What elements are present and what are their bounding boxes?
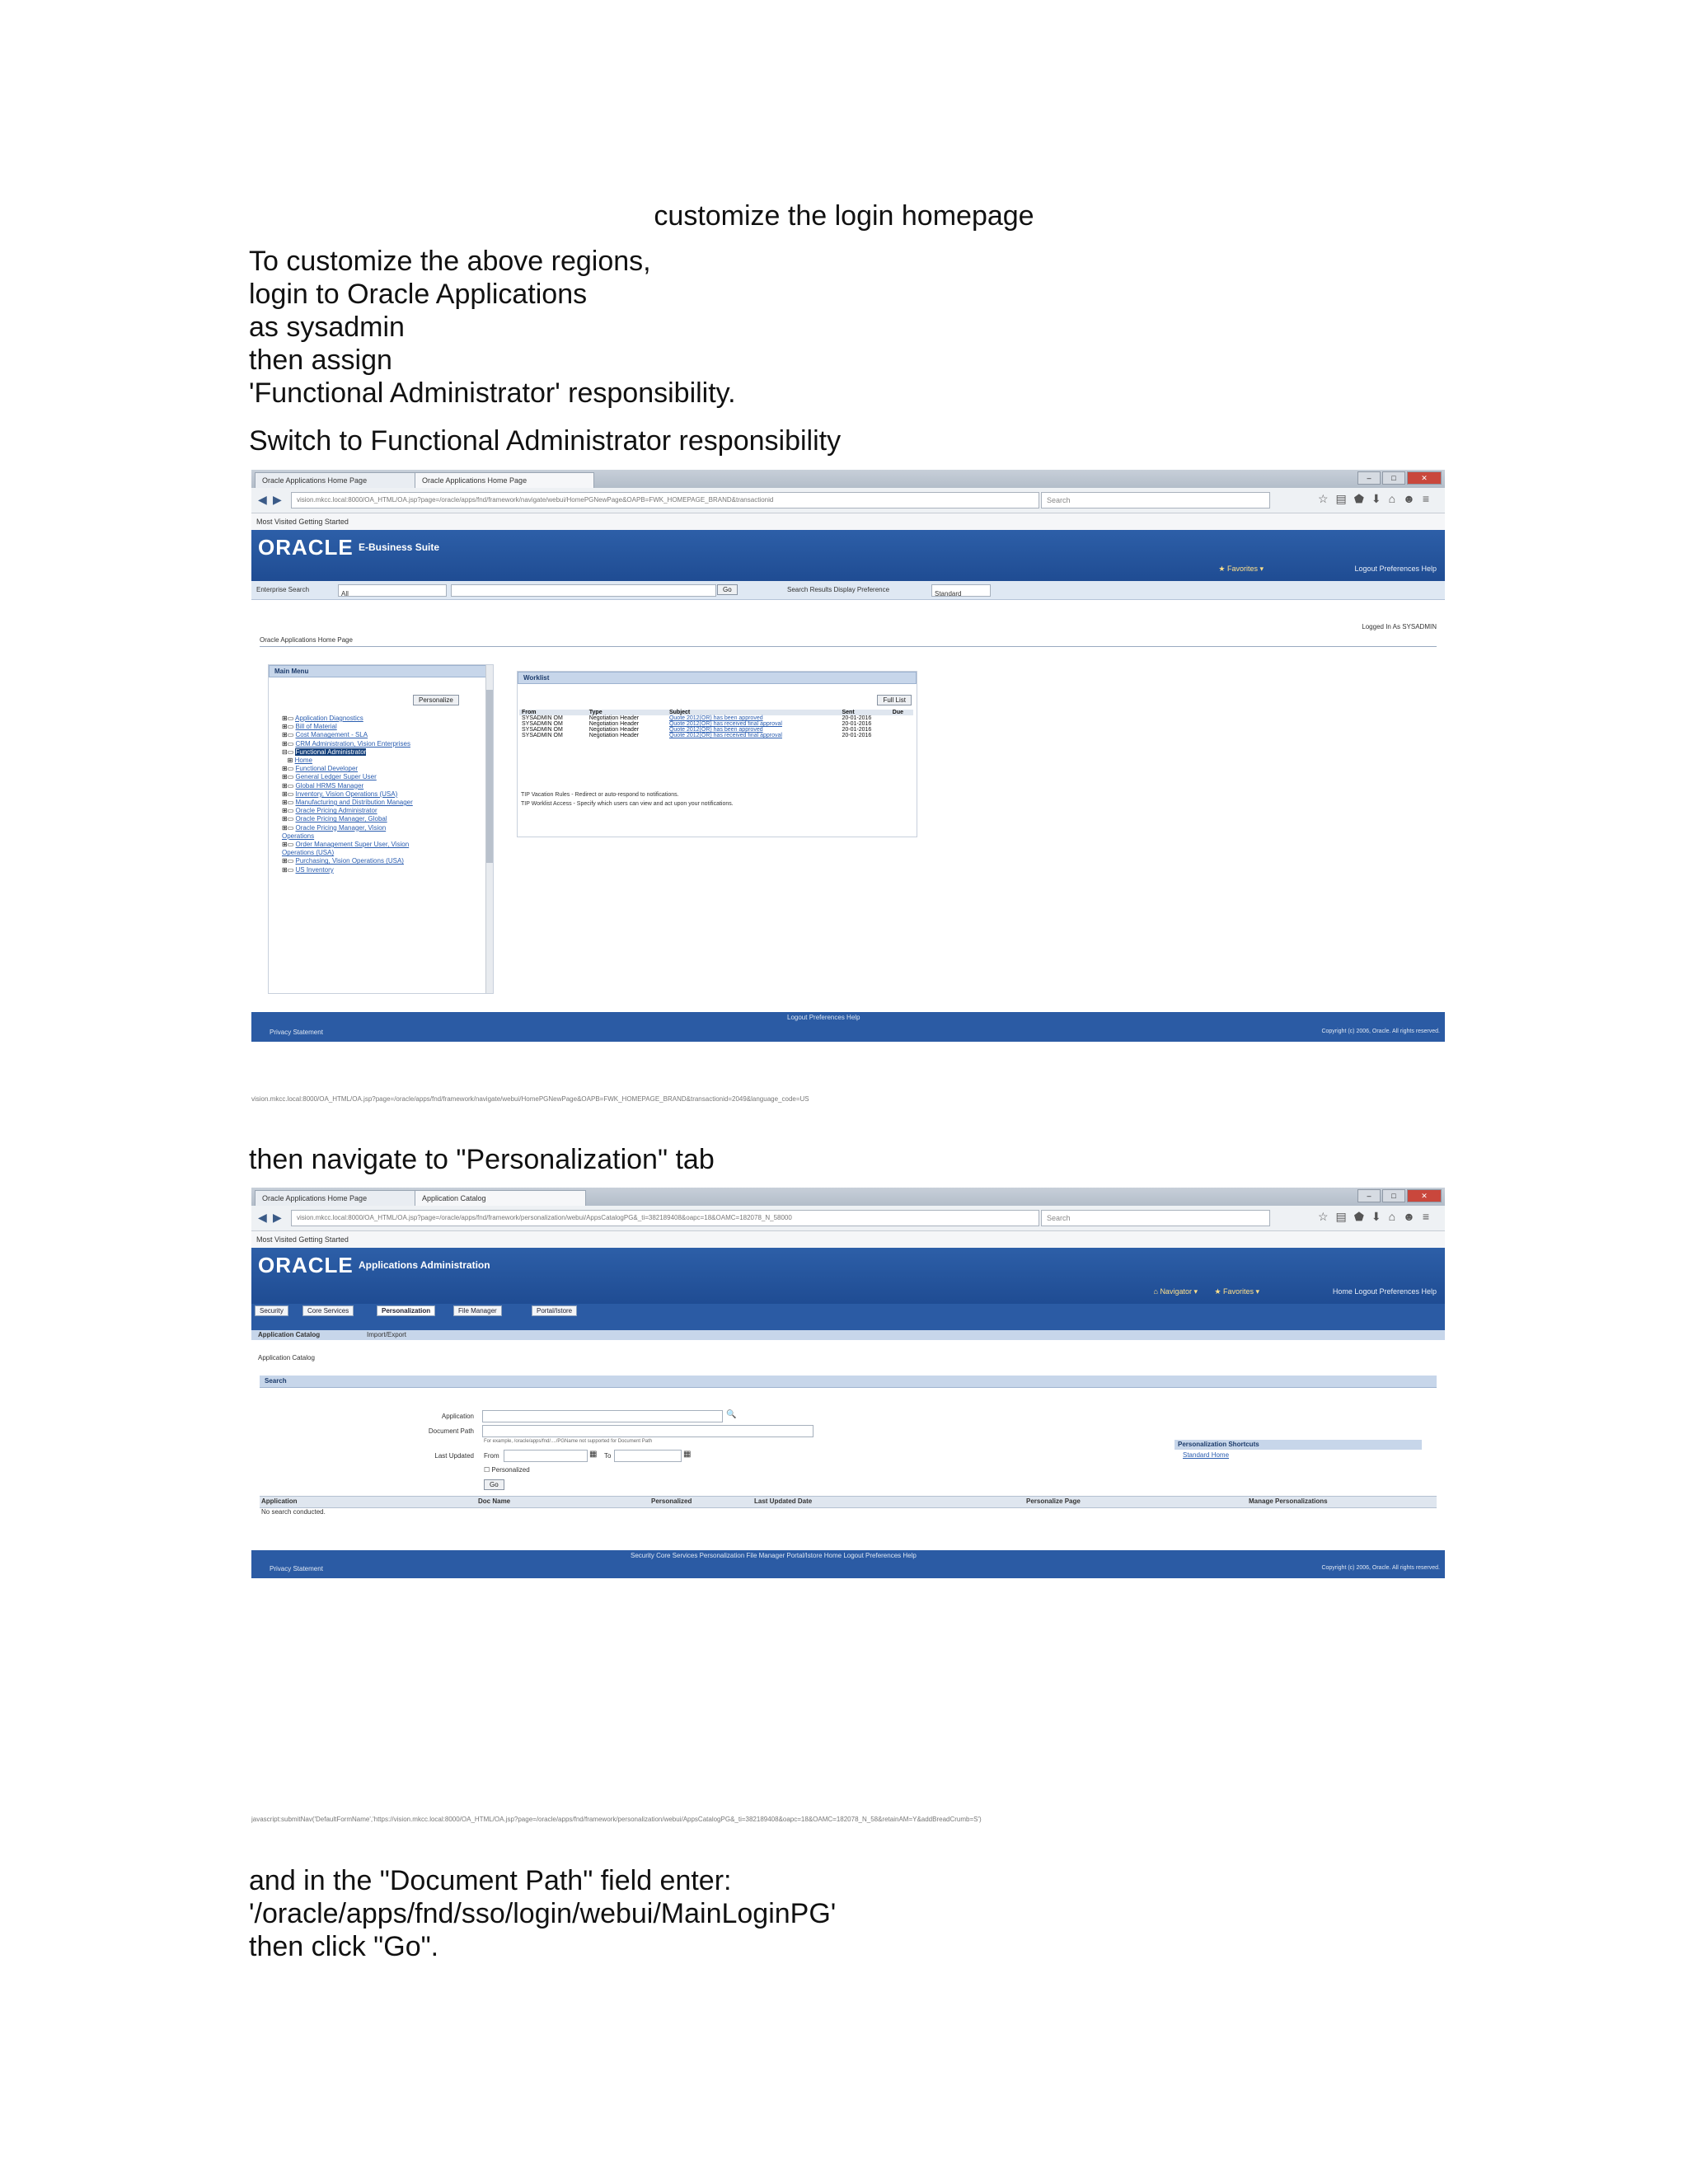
browser-tab[interactable]: Oracle Applications Home Page (255, 1190, 426, 1207)
menu-item[interactable]: ⊞▭ Manufacturing and Distribution Manager (282, 799, 413, 807)
tip-worklist-access[interactable]: TIP Worklist Access - Specify which users can view and act upon your notifications. (521, 801, 734, 807)
forward-icon[interactable]: ▶ (273, 1211, 282, 1224)
status-bar-url: javascript:submitNav('DefaultFormName','https://vision.mkcc.local:8000/OA_HTML/OA.jsp?page=/oracle/apps/fnd/framework/personalization/webui/AppsCatalogPG&_ti=382189408&oapc=18&OAMC=182078_N_58&retainAM=Y&addBreadCrumb=S') (251, 1816, 982, 1823)
subtab-import-export[interactable]: Import/Export (367, 1331, 407, 1338)
window-controls (1357, 471, 1442, 485)
favorites-menu[interactable]: ★ Favorites ▾ (1218, 565, 1264, 573)
oracle-header (251, 530, 1445, 581)
subtab-application-catalog[interactable]: Application Catalog (258, 1331, 321, 1338)
enterprise-search-label: Enterprise Search (256, 586, 310, 593)
table-header-row (519, 710, 913, 715)
no-results-message: No search conducted. (261, 1508, 326, 1516)
bookmarks-bar[interactable]: Most Visited Getting Started (251, 513, 1445, 530)
footer-links[interactable]: Security Core Services Personalization File Manager Portal/Istore Home Logout Preferences Help (631, 1552, 917, 1559)
footer-bar (251, 1550, 1445, 1578)
results-header-row (260, 1496, 1437, 1508)
privacy-link[interactable]: Privacy Statement (270, 1565, 323, 1572)
column-header[interactable]: Last Updated Date (754, 1497, 813, 1505)
back-icon[interactable]: ◀ (258, 1211, 267, 1224)
menu-item[interactable]: ⊞▭ Application Diagnostics (282, 715, 363, 722)
worklist-title: Worklist (518, 672, 917, 684)
column-header[interactable]: Subject (668, 710, 691, 715)
menu-item[interactable]: ⊞▭ Functional Developer (282, 765, 359, 773)
breadcrumb[interactable]: Oracle Applications Home Page (260, 636, 353, 644)
close-icon[interactable]: ✕ (1407, 471, 1442, 485)
document-title: customize the login homepage (654, 200, 1034, 232)
intro-line: then assign (249, 344, 392, 376)
column-header[interactable]: From (522, 710, 537, 715)
menu-item[interactable]: ⊞▭ US Inventory (282, 865, 334, 874)
main-menu-panel (268, 664, 494, 994)
tab-personalization[interactable]: Personalization (377, 1305, 435, 1316)
tab-core-services[interactable]: Core Services (302, 1305, 354, 1316)
menu-item[interactable]: ⊞▭ Purchasing, Vision Operations (USA) (282, 857, 404, 865)
browser-toolbar-icons[interactable]: ☆▤⬟⬇⌂☻≡ (1317, 492, 1437, 505)
notification-link[interactable]: Quote 2012(OR) has been approved (668, 727, 763, 733)
table-row: SYSADMIN OM Negotiation Header Quote 2012(OR) has received final approval 20-01-2016 (522, 733, 872, 738)
product-name: Applications Administration (359, 1259, 490, 1271)
table-row: SYSADMIN OM Negotiation Header Quote 2012(OR) has received final approval 20-01-2016 (522, 721, 872, 727)
minimize-icon[interactable]: – (1357, 1189, 1381, 1202)
browser-tab-active[interactable]: Application Catalog (415, 1190, 586, 1207)
browser-tab[interactable]: Oracle Applications Home Page (255, 472, 426, 489)
switch-instruction: Switch to Functional Administrator responsibility (249, 425, 842, 457)
menu-item[interactable]: ⊞▭ Bill of Material (282, 723, 337, 731)
document-path-hint: For example, /oracle/apps/fnd/..../PGName not supported for Document Path (484, 1439, 653, 1444)
column-header[interactable]: Doc Name (478, 1497, 511, 1505)
application-label: Application (441, 1413, 474, 1420)
column-header[interactable]: Personalized (651, 1497, 692, 1505)
menu-item[interactable]: Operations (282, 832, 315, 840)
tab-file-manager[interactable]: File Manager (453, 1305, 502, 1316)
from-date-input[interactable] (504, 1450, 588, 1462)
main-menu-title: Main Menu (269, 665, 493, 677)
intro-line: as sysadmin (249, 312, 405, 343)
app-tab-bar (251, 1304, 1445, 1330)
intro-line: login to Oracle Applications (249, 279, 588, 310)
window-controls (1357, 1189, 1442, 1202)
personalized-checkbox[interactable]: ☐ Personalized (484, 1466, 530, 1474)
from-label: From (484, 1452, 499, 1460)
tab-portal-istore[interactable]: Portal/Istore (532, 1305, 577, 1316)
worklist-panel (517, 671, 917, 837)
menu-item[interactable]: ⊞▭ General Ledger Super User (282, 773, 377, 781)
global-links[interactable]: Home Logout Preferences Help (1332, 1287, 1437, 1296)
enterprise-search-input[interactable] (451, 584, 716, 597)
results-pref-select[interactable]: Standard (931, 584, 991, 597)
footer-bar (251, 1012, 1445, 1042)
worklist-table (519, 710, 913, 738)
screenshot-application-catalog (251, 1188, 1445, 1578)
browser-search-input[interactable]: Search (1041, 492, 1270, 509)
results-pref-label: Search Results Display Preference (787, 586, 890, 593)
maximize-icon[interactable]: □ (1382, 1189, 1405, 1202)
url-bar[interactable]: vision.mkcc.local:8000/OA_HTML/OA.jsp?page=/oracle/apps/fnd/framework/navigate/webui/HomePGNewPage&OAPB=FWK_HOMEPAGE_BRAND&transactionid (291, 492, 1039, 509)
personalize-button[interactable]: Personalize (413, 695, 459, 705)
column-header[interactable]: Manage Personalizations (1249, 1497, 1328, 1505)
url-bar[interactable]: vision.mkcc.local:8000/OA_HTML/OA.jsp?page=/oracle/apps/fnd/framework/personalization/webui/AppsCatalogPG&_ti=382189408&oapc=18&OAMC=182078_N_58000 (291, 1210, 1039, 1226)
final-instructions (249, 1864, 836, 1963)
subtab-bar (251, 1330, 1445, 1340)
table-row: SYSADMIN OM Negotiation Header Quote 2012(OR) has been approved 20-01-2016 (522, 715, 872, 721)
document-path-input[interactable] (482, 1425, 814, 1437)
calendar-icon[interactable]: ▦ (589, 1450, 598, 1459)
menu-item[interactable]: Operations (USA) (282, 849, 335, 857)
instruction-line: and in the "Document Path" field enter: (249, 1865, 732, 1896)
intro-line: To customize the above regions, (249, 246, 651, 277)
menu-tree (282, 715, 480, 874)
browser-nav-bar (251, 1206, 1445, 1231)
menu-item[interactable]: ⊞▭ Cost Management - SLA (282, 731, 368, 739)
column-header[interactable]: Application (261, 1497, 298, 1505)
standard-home-link[interactable]: Standard Home (1183, 1451, 1230, 1459)
star-icon: ★ (1218, 565, 1227, 573)
to-label: To (604, 1452, 612, 1460)
copyright: Copyright (c) 2006, Oracle. All rights reserved. (1321, 1565, 1440, 1571)
tip-vacation-rules[interactable]: TIP Vacation Rules - Redirect or auto-respond to notifications. (521, 792, 679, 798)
menu-scrollbar[interactable] (485, 665, 493, 993)
copyright: Copyright (c) 2006, Oracle. All rights reserved. (1321, 1029, 1440, 1034)
menu-item[interactable]: ⊞▭ Global HRMS Manager (282, 781, 364, 790)
footer-links[interactable]: Logout Preferences Help (787, 1014, 860, 1021)
scrollbar-thumb[interactable] (486, 690, 493, 863)
column-header[interactable]: Due (892, 710, 904, 715)
enterprise-search-bar (251, 581, 1445, 600)
oracle-logo: ORACLE (258, 535, 354, 560)
navigator-menu[interactable]: ⌂ Navigator ▾ (1153, 1287, 1198, 1296)
browser-search-input[interactable]: Search (1041, 1210, 1270, 1226)
product-name: E-Business Suite (359, 541, 440, 553)
browser-tab-bar (251, 470, 1445, 488)
search-header: Search (260, 1376, 1437, 1388)
global-links[interactable]: Logout Preferences Help (1354, 565, 1437, 573)
breadcrumb[interactable]: Application Catalog (258, 1354, 315, 1361)
document-path-label: Document Path (428, 1427, 474, 1435)
intro-line: 'Functional Administrator' responsibility. (249, 377, 736, 409)
privacy-link[interactable]: Privacy Statement (270, 1029, 323, 1036)
instruction-line: '/oracle/apps/fnd/sso/login/webui/MainLoginPG' (249, 1898, 837, 1929)
home-icon: ⌂ (1153, 1287, 1160, 1296)
minimize-icon[interactable]: – (1357, 471, 1381, 485)
search-go-button[interactable]: Go (717, 584, 738, 595)
bookmarks-bar[interactable]: Most Visited Getting Started (251, 1231, 1445, 1248)
forward-icon[interactable]: ▶ (273, 493, 282, 506)
maximize-icon[interactable]: □ (1382, 471, 1405, 485)
column-header[interactable]: Sent (842, 710, 855, 715)
search-icon[interactable]: 🔍 (726, 1410, 737, 1419)
instruction-line: then click "Go". (249, 1931, 439, 1962)
browser-tab-active[interactable]: Oracle Applications Home Page (415, 472, 594, 489)
shortcuts-header: Personalization Shortcuts (1175, 1440, 1422, 1450)
menu-item[interactable]: ⊞▭ Order Management Super User, Vision (282, 841, 410, 849)
screenshot-home-page (251, 470, 1445, 1042)
application-input[interactable] (482, 1410, 723, 1422)
column-header[interactable]: Type (588, 710, 603, 715)
go-button[interactable]: Go (484, 1479, 504, 1490)
oracle-logo: ORACLE (258, 1253, 354, 1277)
browser-nav-bar (251, 488, 1445, 513)
status-bar-url: vision.mkcc.local:8000/OA_HTML/OA.jsp?page=/oracle/apps/fnd/framework/navigate/webui/HomePGNewPage&OAPB=FWK_HOMEPAGE_BRAND&transactionid=2049&language_code=US (251, 1095, 809, 1103)
last-updated-label: Last Updated (434, 1452, 474, 1460)
notification-link[interactable]: Quote 2012(OR) has received final approval (668, 733, 782, 738)
favorites-menu[interactable]: ★ Favorites ▾ (1214, 1287, 1259, 1296)
browser-toolbar-icons[interactable]: ☆▤⬟⬇⌂☻≡ (1317, 1210, 1437, 1223)
to-date-input[interactable] (614, 1450, 682, 1462)
search-category-select[interactable]: All (338, 584, 447, 597)
tab-security[interactable]: Security (255, 1305, 288, 1316)
favorites-label: Favorites (1226, 565, 1258, 573)
browser-tab-bar (251, 1188, 1445, 1206)
menu-item-selected[interactable]: ⊟▭ Functional Administrator (282, 748, 367, 756)
divider (260, 646, 1437, 647)
back-icon[interactable]: ◀ (258, 493, 267, 506)
logged-in-as: Logged In As SYSADMIN (1362, 623, 1437, 630)
table-row: SYSADMIN OM Negotiation Header Quote 2012(OR) has been approved 20-01-2016 (522, 727, 872, 733)
navigate-instruction: then navigate to "Personalization" tab (249, 1144, 715, 1175)
notification-link[interactable]: Quote 2012(OR) has been approved (668, 715, 763, 721)
full-list-button[interactable]: Full List (877, 695, 912, 705)
notification-link[interactable]: Quote 2012(OR) has received final approval (668, 721, 782, 727)
menu-item[interactable]: ⊞▭ CRM Administration, Vision Enterprises (282, 739, 410, 748)
calendar-icon[interactable]: ▦ (683, 1450, 692, 1459)
oracle-header (251, 1248, 1445, 1304)
star-icon: ★ (1214, 1287, 1223, 1296)
menu-item[interactable]: ⊞▭ Oracle Pricing Manager, Vision (282, 823, 387, 832)
intro-paragraph (249, 245, 736, 410)
menu-item[interactable]: ⊞▭ Oracle Pricing Administrator (282, 807, 377, 815)
column-header[interactable]: Personalize Page (1026, 1497, 1081, 1505)
menu-item[interactable]: ⊞ Home (282, 757, 312, 765)
close-icon[interactable]: ✕ (1407, 1189, 1442, 1202)
menu-item[interactable]: ⊞▭ Inventory, Vision Operations (USA) (282, 790, 398, 798)
menu-item[interactable]: ⊞▭ Oracle Pricing Manager, Global (282, 815, 387, 823)
